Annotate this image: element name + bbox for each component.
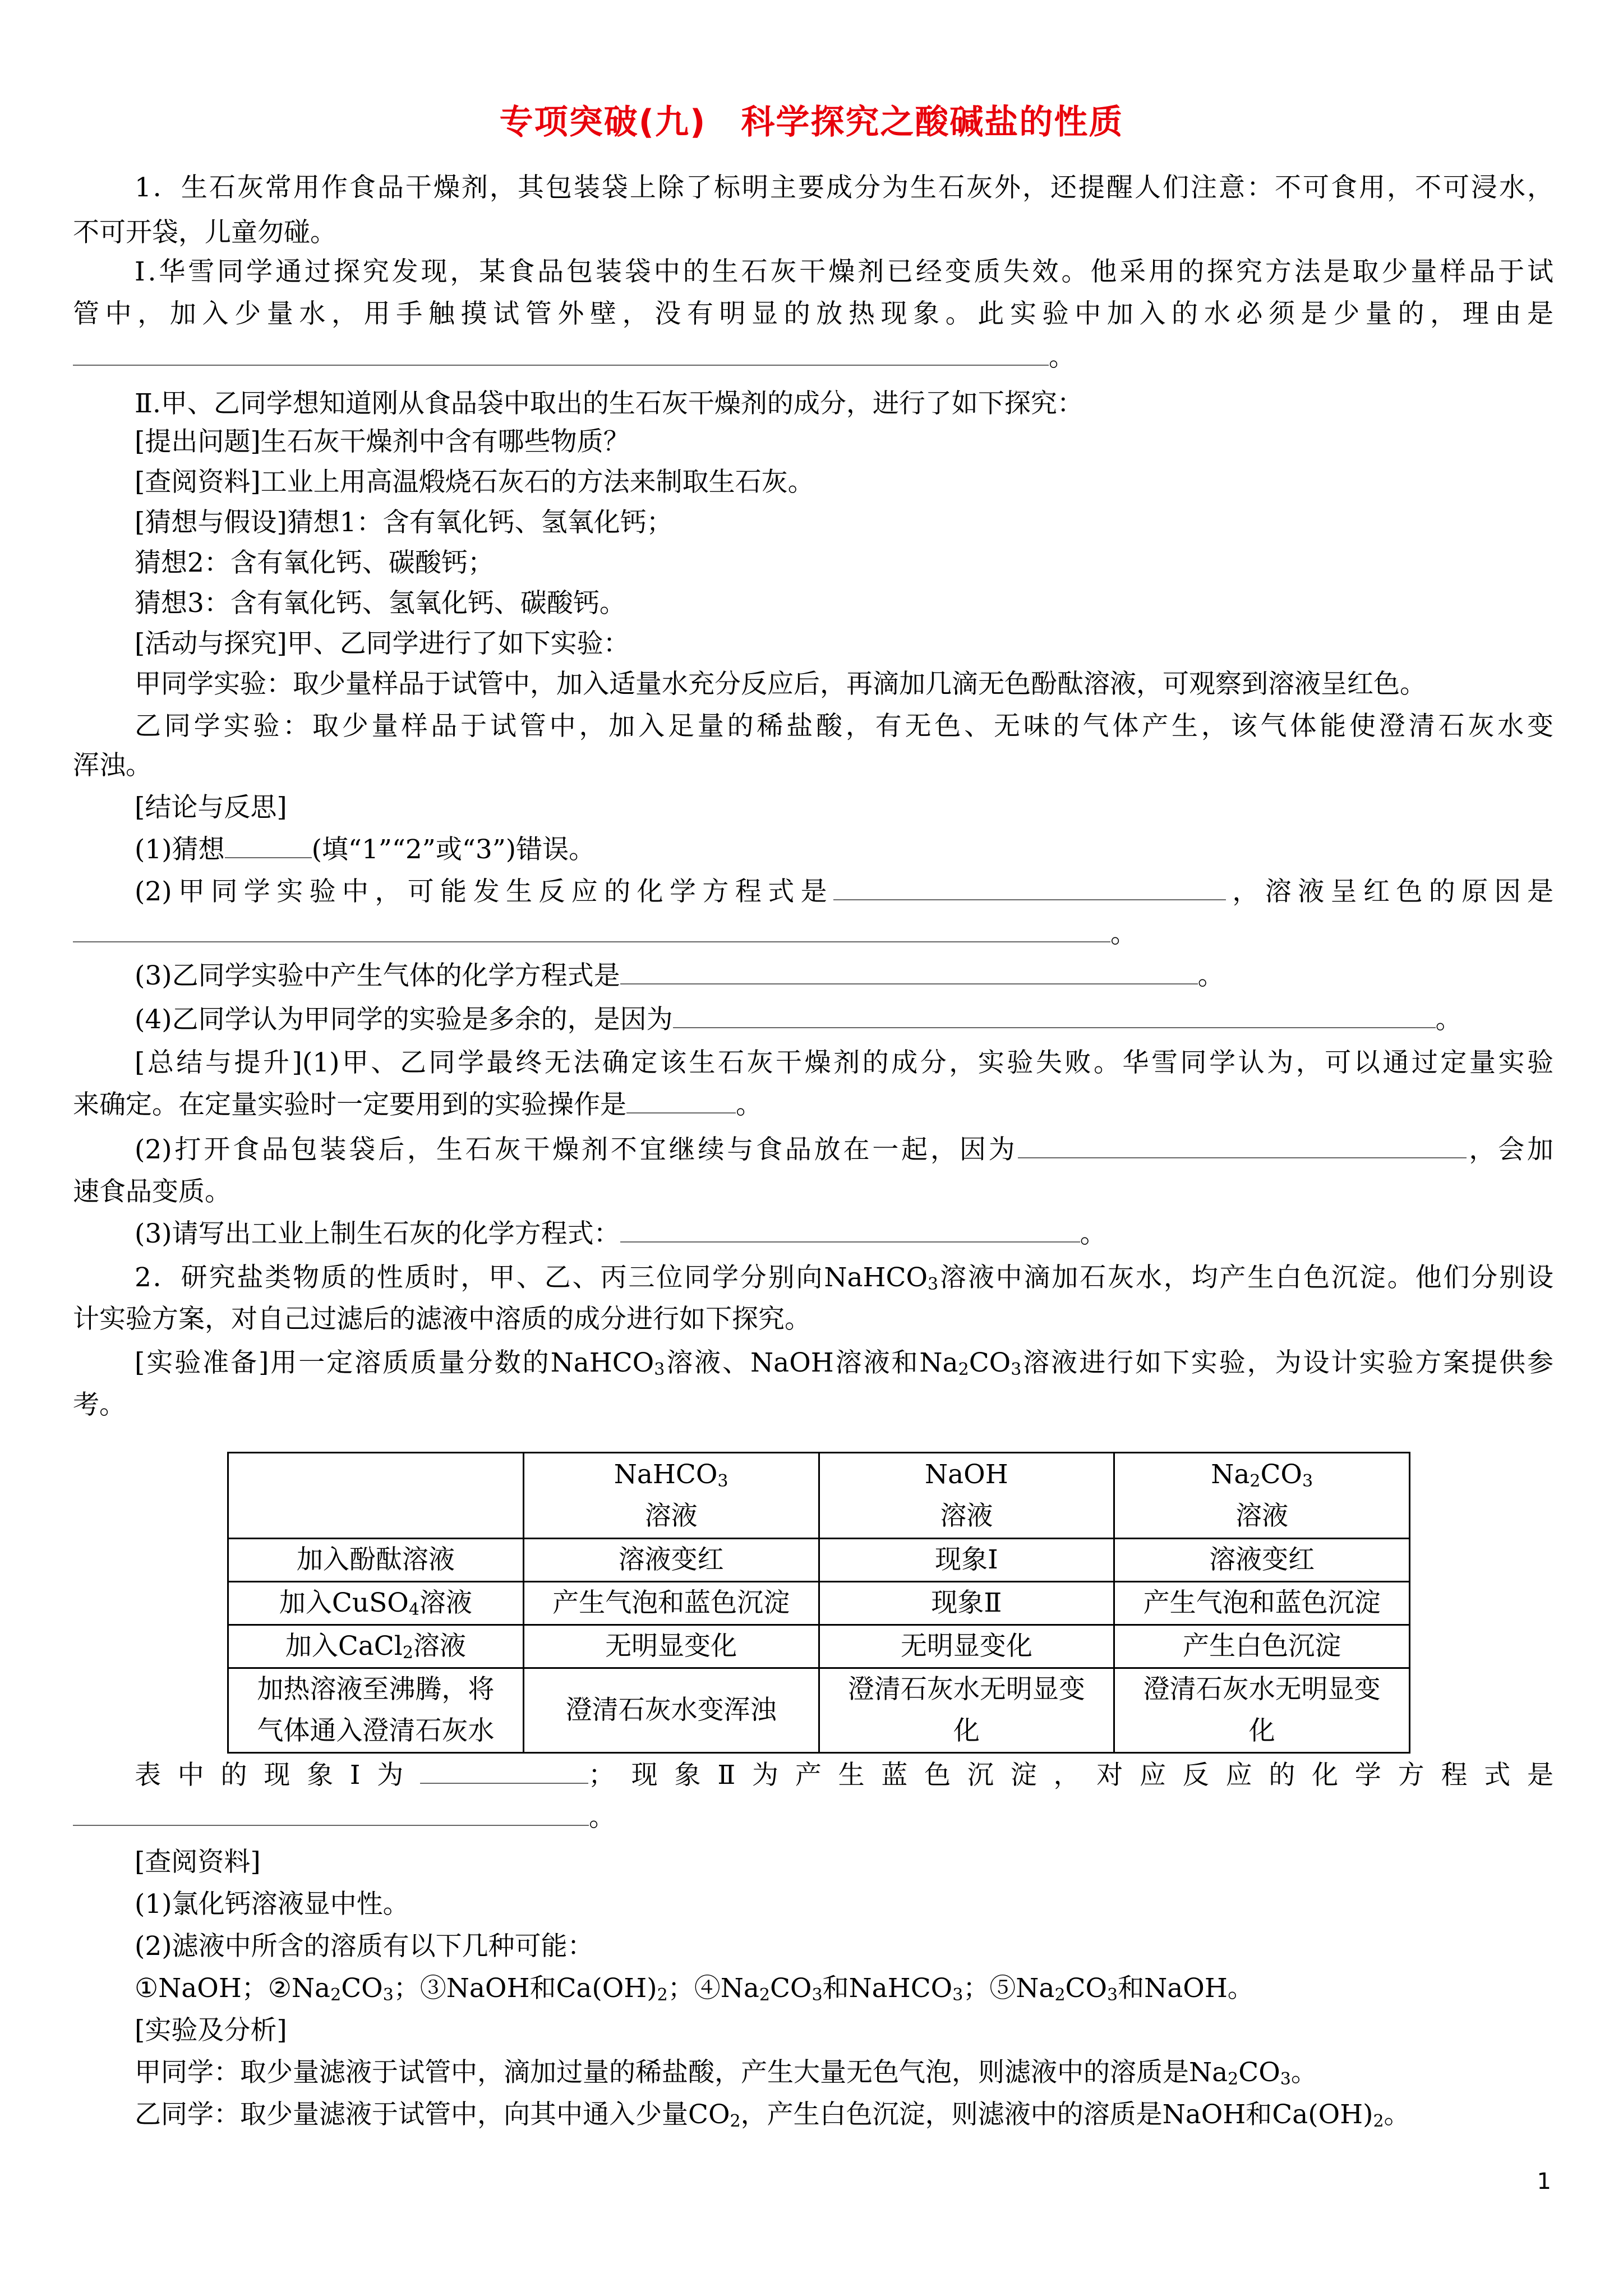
q1-exp-yi-line1: 乙同学实验：取少量样品于试管中，加入足量的稀盐酸，有无色、无味的气体产生，该气体能使澄清石灰水变 bbox=[135, 711, 1553, 742]
page-number: 1 bbox=[1537, 2169, 1551, 2194]
table-cell: 产生白色沉淀 bbox=[1114, 1625, 1410, 1668]
table-row bbox=[228, 1582, 1410, 1625]
q1-c1: (1)猜想 (填“1”“2”或“3”)错误。 bbox=[135, 834, 596, 865]
answer-blank[interactable] bbox=[626, 1112, 736, 1114]
q2-after-table-line2: 。 bbox=[73, 1795, 1553, 1840]
answer-blank[interactable] bbox=[73, 1824, 589, 1826]
answer-blank[interactable] bbox=[833, 899, 1226, 900]
table-cell: 加热溶液至沸腾，将 气体通入澄清石灰水 bbox=[228, 1668, 524, 1753]
table-cell: 加入酚酞溶液 bbox=[228, 1539, 524, 1582]
q1-intro-line2: 不可开袋，儿童勿碰。 bbox=[73, 217, 336, 248]
q1-s3: (3)请写出工业上制生石灰的化学方程式： 。 bbox=[135, 1218, 1106, 1249]
q1-reference: [查阅资料]工业上用高温煅烧石灰石的方法来制取生石灰。 bbox=[135, 467, 814, 498]
answer-blank[interactable] bbox=[620, 983, 1198, 984]
answer-blank[interactable] bbox=[420, 1782, 588, 1784]
answer-blank[interactable] bbox=[1018, 1157, 1467, 1158]
answer-blank[interactable] bbox=[73, 364, 1049, 366]
answer-blank[interactable] bbox=[673, 1027, 1436, 1028]
q2-prep-line1: [实验准备]用一定溶质质量分数的NaHCO$_3$溶液、NaOH溶液和$Na_2CO_3$溶液进行如下实验，为设计实验方案提供参 bbox=[135, 1347, 1553, 1379]
table-row bbox=[228, 1625, 1410, 1668]
q2-options: ①NaOH；$②Na_2CO_3$；③NaOH和$Ca(OH)_2$；$④Na_2CO_3$和NaHCO$_3$；$⑤Na_2CO_3$和NaOH。 bbox=[135, 1973, 1254, 2005]
q2-ref1: (1)氯化钙溶液显中性。 bbox=[135, 1889, 409, 1920]
q1-exp-jia: 甲同学实验：取少量样品于试管中，加入适量水充分反应后，再滴加几滴无色酚酞溶液，可观察到溶液呈红色。 bbox=[135, 669, 1426, 700]
q1-s1-line1: [总结与提升](1)甲、乙同学最终无法确定该生石灰干燥剂的成分，实验失败。华雪同学认为，可以通过定量实验 bbox=[135, 1047, 1553, 1078]
q1-conclusion-heading: [结论与反思] bbox=[135, 792, 287, 823]
table-cell: 无明显变化 bbox=[819, 1625, 1114, 1668]
answer-blank[interactable] bbox=[225, 857, 312, 858]
q1-guess1: [猜想与假设]猜想1：含有氧化钙、氢氧化钙； bbox=[135, 507, 673, 538]
q2-ref-heading: [查阅资料] bbox=[135, 1847, 261, 1878]
table-cell: 现象Ⅰ bbox=[819, 1539, 1114, 1582]
q2-intro-line2: 计实验方案，对自己过滤后的滤液中溶质的成分进行如下探究。 bbox=[73, 1304, 811, 1335]
q1-s2-line1: (2)打开食品包装袋后，生石灰干燥剂不宜继续与食品放在一起，因为 ，会加 bbox=[135, 1134, 1553, 1165]
table-row bbox=[228, 1668, 1410, 1753]
answer-blank[interactable] bbox=[73, 941, 1110, 942]
q1-c2-line1: (2)甲同学实验中，可能发生反应的化学方程式是 ，溶液呈红色的原因是 bbox=[135, 876, 1553, 907]
q2-ref2: (2)滤液中所含的溶质有以下几种可能： bbox=[135, 1931, 594, 1962]
q1-question: [提出问题]生石灰干燥剂中含有哪些物质？ bbox=[135, 426, 630, 457]
table-cell: 产生气泡和蓝色沉淀 bbox=[1114, 1582, 1410, 1625]
q2-jia: 甲同学：取少量滤液于试管中，滴加过量的稀盐酸，产生大量无色气泡，则滤液中的溶质是$Na_2CO_3$。 bbox=[135, 2057, 1317, 2089]
table-header-na2co3: $Na_2CO_3$ 溶液 bbox=[1114, 1453, 1410, 1539]
q1-part2-intro: Ⅱ.甲、乙同学想知道刚从食品袋中取出的生石灰干燥剂的成分，进行了如下探究： bbox=[135, 388, 1083, 419]
q1-intro-line1: 1．生石灰常用作食品干燥剂，其包装袋上除了标明主要成分为生石灰外，还提醒人们注意：不可食用，不可浸水， bbox=[135, 172, 1553, 203]
q1-guess3: 猜想3：含有氧化钙、氢氧化钙、碳酸钙。 bbox=[135, 588, 626, 619]
q1-guess2: 猜想2：含有氧化钙、碳酸钙； bbox=[135, 547, 494, 578]
table-row bbox=[228, 1539, 1410, 1582]
reagent-table bbox=[227, 1452, 1410, 1754]
table-cell: 溶液变红 bbox=[523, 1539, 819, 1582]
table-cell-empty bbox=[228, 1453, 524, 1539]
answer-blank[interactable] bbox=[620, 1241, 1080, 1243]
table-cell: 加入CaCl$_2$溶液 bbox=[228, 1625, 524, 1668]
q1-c3: (3)乙同学实验中产生气体的化学方程式是 。 bbox=[135, 960, 1224, 991]
table-cell: 现象Ⅱ bbox=[819, 1582, 1114, 1625]
page-title: 专项突破(九) 科学探究之酸碱盐的性质 bbox=[499, 103, 1124, 142]
table-header-nahco3: NaHCO$_3$ 溶液 bbox=[523, 1453, 819, 1539]
table-cell: 澄清石灰水无明显变 化 bbox=[1114, 1668, 1410, 1753]
q1-activity: [活动与探究]甲、乙同学进行了如下实验： bbox=[135, 628, 630, 659]
q2-prep-line2: 考。 bbox=[73, 1389, 126, 1420]
table-cell: 产生气泡和蓝色沉淀 bbox=[523, 1582, 819, 1625]
table-cell: 无明显变化 bbox=[523, 1625, 819, 1668]
q1-part1-line2: 管中，加入少量水，用手触摸试管外壁，没有明显的放热现象。此实验中加入的水必须是少量的，理由是 bbox=[73, 298, 1553, 329]
table-cell: 澄清石灰水无明显变 化 bbox=[819, 1668, 1114, 1753]
q1-exp-yi-line2: 浑浊。 bbox=[73, 750, 152, 781]
q1-part1-line3: 。 bbox=[73, 335, 1553, 380]
table-header-row bbox=[228, 1453, 1410, 1539]
q1-c4: (4)乙同学认为甲同学的实验是多余的，是因为 。 bbox=[135, 1004, 1462, 1035]
q1-s2-line2: 速食品变质。 bbox=[73, 1176, 231, 1207]
q2-after-table-line1: 表中的现象Ⅰ为 ；现象Ⅱ为产生蓝色沉淀，对应反应的化学方程式是 bbox=[135, 1760, 1553, 1791]
q1-part1-line1: Ⅰ.华雪同学通过探究发现，某食品包装袋中的生石灰干燥剂已经变质失效。他采用的探究方法是取少量样品于试 bbox=[135, 256, 1553, 287]
q2-intro-line1: 2．研究盐类物质的性质时，甲、乙、丙三位同学分别向NaHCO$_3$溶液中滴加石灰水，均产生白色沉淀。他们分别设 bbox=[135, 1262, 1553, 1294]
q2-analysis-heading: [实验及分析] bbox=[135, 2015, 287, 2046]
table-cell: 澄清石灰水变浑浊 bbox=[523, 1668, 819, 1753]
q1-c2-line2: 。 bbox=[73, 912, 1553, 956]
table-cell: 加入CuSO$_4$溶液 bbox=[228, 1582, 524, 1625]
table-header-naoh: NaOH 溶液 bbox=[819, 1453, 1114, 1539]
q2-yi: 乙同学：取少量滤液于试管中，向其中通入少量$CO_2$，产生白色沉淀，则滤液中的溶质是NaOH和$Ca(OH)_2$。 bbox=[135, 2099, 1410, 2131]
table-cell: 溶液变红 bbox=[1114, 1539, 1410, 1582]
q1-s1-line2: 来确定。在定量实验时一定要用到的实验操作是 。 bbox=[73, 1089, 762, 1120]
